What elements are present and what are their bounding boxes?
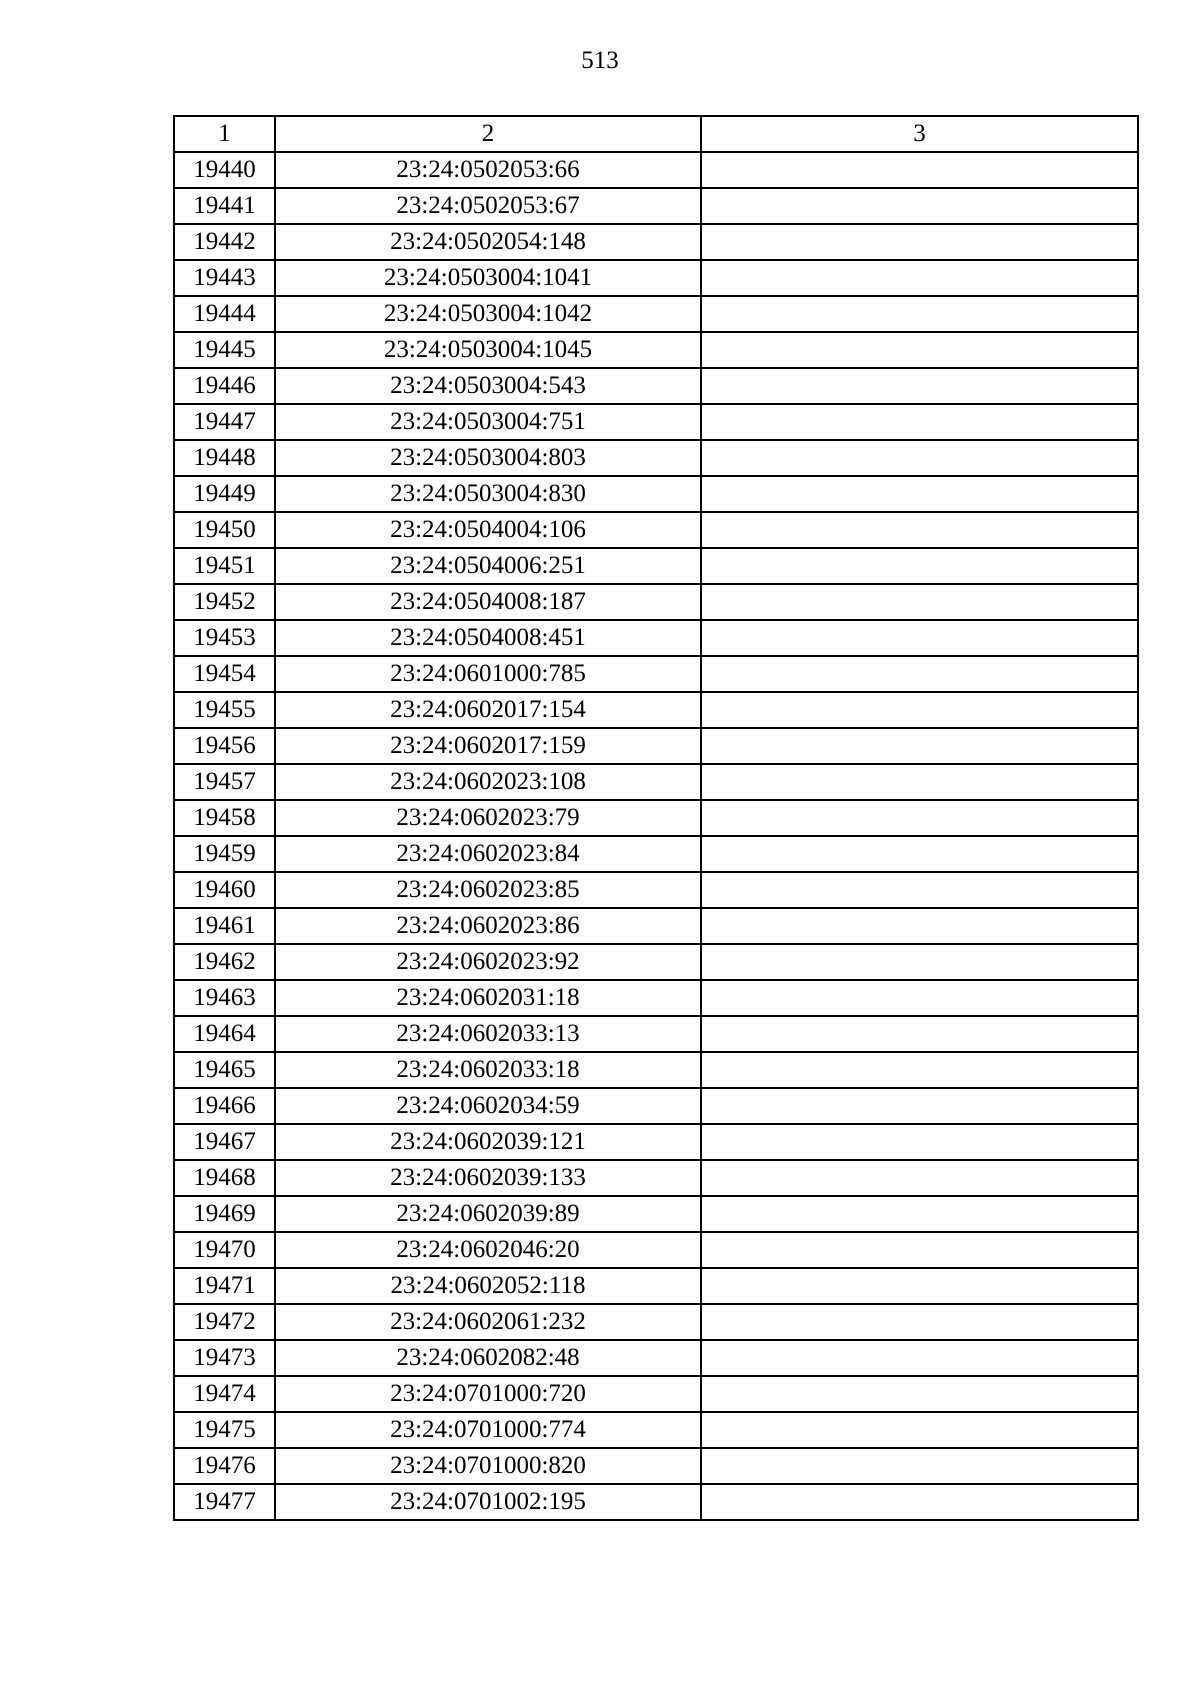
table-row: [174, 980, 1138, 1016]
row-number-cell: 19452: [174, 584, 275, 620]
note-cell: [701, 728, 1138, 764]
note-cell: [701, 1088, 1138, 1124]
cadastral-number-cell: 23:24:0602061:232: [275, 1304, 701, 1340]
cadastral-number-cell: 23:24:0502054:148: [275, 224, 701, 260]
row-number-cell: 19443: [174, 260, 275, 296]
row-number-cell: 19446: [174, 368, 275, 404]
row-number-cell: 19442: [174, 224, 275, 260]
row-number-cell: 19453: [174, 620, 275, 656]
cadastral-number-cell: 23:24:0503004:830: [275, 476, 701, 512]
table-row: [174, 260, 1138, 296]
row-number-cell: 19460: [174, 872, 275, 908]
cadastral-number-cell: 23:24:0602023:92: [275, 944, 701, 980]
row-number-cell: 19468: [174, 1160, 275, 1196]
row-number-cell: 19463: [174, 980, 275, 1016]
cadastral-number-cell: 23:24:0602039:121: [275, 1124, 701, 1160]
cadastral-number-cell: 23:24:0602023:79: [275, 800, 701, 836]
table-row: [174, 1448, 1138, 1484]
cadastral-number-cell: 23:24:0601000:785: [275, 656, 701, 692]
note-cell: [701, 584, 1138, 620]
note-cell: [701, 404, 1138, 440]
table-row: [174, 1196, 1138, 1232]
row-number-cell: 19458: [174, 800, 275, 836]
cadastral-number-cell: 23:24:0602023:86: [275, 908, 701, 944]
note-cell: [701, 944, 1138, 980]
table-row: [174, 332, 1138, 368]
cadastral-number-cell: 23:24:0504008:451: [275, 620, 701, 656]
table-row: [174, 1124, 1138, 1160]
table-row: [174, 1484, 1138, 1520]
cadastral-number-cell: 23:24:0502053:67: [275, 188, 701, 224]
note-cell: [701, 368, 1138, 404]
cadastral-number-cell: 23:24:0503004:1042: [275, 296, 701, 332]
cadastral-number-cell: 23:24:0602031:18: [275, 980, 701, 1016]
note-cell: [701, 620, 1138, 656]
table-row: [174, 944, 1138, 980]
note-cell: [701, 296, 1138, 332]
row-number-cell: 19457: [174, 764, 275, 800]
table-row: [174, 404, 1138, 440]
cadastral-number-cell: 23:24:0503004:543: [275, 368, 701, 404]
cadastral-number-cell: 23:24:0701000:820: [275, 1448, 701, 1484]
note-cell: [701, 1268, 1138, 1304]
cadastral-number-cell: 23:24:0602023:85: [275, 872, 701, 908]
row-number-cell: 19441: [174, 188, 275, 224]
table-row: [174, 1412, 1138, 1448]
note-cell: [701, 656, 1138, 692]
row-number-cell: 19475: [174, 1412, 275, 1448]
note-cell: [701, 692, 1138, 728]
note-cell: [701, 1160, 1138, 1196]
row-number-cell: 19467: [174, 1124, 275, 1160]
cadastral-number-cell: 23:24:0504004:106: [275, 512, 701, 548]
row-number-cell: 19445: [174, 332, 275, 368]
header-cell-3: 3: [701, 116, 1138, 152]
row-number-cell: 19459: [174, 836, 275, 872]
cadastral-number-cell: 23:24:0602052:118: [275, 1268, 701, 1304]
table-row: [174, 692, 1138, 728]
table-row: [174, 728, 1138, 764]
row-number-cell: 19462: [174, 944, 275, 980]
cadastral-number-cell: 23:24:0701002:195: [275, 1484, 701, 1520]
page-number: 513: [581, 47, 619, 74]
cadastral-number-cell: 23:24:0602082:48: [275, 1340, 701, 1376]
row-number-cell: 19461: [174, 908, 275, 944]
row-number-cell: 19465: [174, 1052, 275, 1088]
row-number-cell: 19440: [174, 152, 275, 188]
note-cell: [701, 872, 1138, 908]
note-cell: [701, 224, 1138, 260]
row-number-cell: 19451: [174, 548, 275, 584]
table-row: [174, 1016, 1138, 1052]
cadastral-number-cell: 23:24:0503004:751: [275, 404, 701, 440]
row-number-cell: 19448: [174, 440, 275, 476]
cadastral-number-cell: 23:24:0503004:1045: [275, 332, 701, 368]
note-cell: [701, 548, 1138, 584]
table-row: [174, 1052, 1138, 1088]
note-cell: [701, 836, 1138, 872]
cadastral-number-cell: 23:24:0701000:720: [275, 1376, 701, 1412]
row-number-cell: 19455: [174, 692, 275, 728]
table-row: [174, 656, 1138, 692]
note-cell: [701, 1232, 1138, 1268]
row-number-cell: 19474: [174, 1376, 275, 1412]
row-number-cell: 19471: [174, 1268, 275, 1304]
row-number-cell: 19473: [174, 1340, 275, 1376]
cadastral-number-cell: 23:24:0602034:59: [275, 1088, 701, 1124]
note-cell: [701, 1340, 1138, 1376]
note-cell: [701, 764, 1138, 800]
cadastral-number-cell: 23:24:0502053:66: [275, 152, 701, 188]
table-row: [174, 764, 1138, 800]
row-number-cell: 19466: [174, 1088, 275, 1124]
table-row: [174, 476, 1138, 512]
row-number-cell: 19444: [174, 296, 275, 332]
cadastral-number-cell: 23:24:0602017:154: [275, 692, 701, 728]
table-row: [174, 224, 1138, 260]
note-cell: [701, 1304, 1138, 1340]
note-cell: [701, 332, 1138, 368]
table-row: [174, 1232, 1138, 1268]
note-cell: [701, 908, 1138, 944]
cadastral-number-cell: 23:24:0503004:1041: [275, 260, 701, 296]
row-number-cell: 19454: [174, 656, 275, 692]
note-cell: [701, 980, 1138, 1016]
cadastral-number-cell: 23:24:0504006:251: [275, 548, 701, 584]
header-cell-1: 1: [174, 116, 275, 152]
cadastral-number-cell: 23:24:0602017:159: [275, 728, 701, 764]
note-cell: [701, 1124, 1138, 1160]
table-row: [174, 872, 1138, 908]
table-row: [174, 296, 1138, 332]
table-row: [174, 512, 1138, 548]
cadastral-number-cell: 23:24:0602023:84: [275, 836, 701, 872]
table-header-row: [174, 116, 1138, 152]
table-row: [174, 548, 1138, 584]
note-cell: [701, 1196, 1138, 1232]
row-number-cell: 19477: [174, 1484, 275, 1520]
cadastral-number-cell: 23:24:0602033:18: [275, 1052, 701, 1088]
note-cell: [701, 152, 1138, 188]
row-number-cell: 19447: [174, 404, 275, 440]
table-row: [174, 836, 1138, 872]
cadastral-number-cell: 23:24:0503004:803: [275, 440, 701, 476]
row-number-cell: 19456: [174, 728, 275, 764]
note-cell: [701, 800, 1138, 836]
cadastral-number-cell: 23:24:0504008:187: [275, 584, 701, 620]
note-cell: [701, 476, 1138, 512]
row-number-cell: 19464: [174, 1016, 275, 1052]
note-cell: [701, 1016, 1138, 1052]
row-number-cell: 19472: [174, 1304, 275, 1340]
note-cell: [701, 1412, 1138, 1448]
table-row: [174, 800, 1138, 836]
note-cell: [701, 440, 1138, 476]
table-row: [174, 1340, 1138, 1376]
table-row: [174, 1268, 1138, 1304]
note-cell: [701, 1052, 1138, 1088]
row-number-cell: 19476: [174, 1448, 275, 1484]
cadastral-number-cell: 23:24:0602046:20: [275, 1232, 701, 1268]
row-number-cell: 19450: [174, 512, 275, 548]
table-row: [174, 1304, 1138, 1340]
note-cell: [701, 512, 1138, 548]
note-cell: [701, 1448, 1138, 1484]
cadastral-number-cell: 23:24:0701000:774: [275, 1412, 701, 1448]
table-row: [174, 152, 1138, 188]
table-row: [174, 908, 1138, 944]
table-row: [174, 188, 1138, 224]
row-number-cell: 19469: [174, 1196, 275, 1232]
table-row: [174, 1160, 1138, 1196]
cadastral-number-cell: 23:24:0602023:108: [275, 764, 701, 800]
note-cell: [701, 188, 1138, 224]
note-cell: [701, 1376, 1138, 1412]
cadastral-number-cell: 23:24:0602039:133: [275, 1160, 701, 1196]
table-row: [174, 620, 1138, 656]
row-number-cell: 19470: [174, 1232, 275, 1268]
note-cell: [701, 260, 1138, 296]
cadastral-number-cell: 23:24:0602039:89: [275, 1196, 701, 1232]
table-row: [174, 584, 1138, 620]
note-cell: [701, 1484, 1138, 1520]
header-cell-2: 2: [275, 116, 701, 152]
table-row: [174, 368, 1138, 404]
table-row: [174, 440, 1138, 476]
row-number-cell: 19449: [174, 476, 275, 512]
table-row: [174, 1088, 1138, 1124]
cadastral-number-cell: 23:24:0602033:13: [275, 1016, 701, 1052]
table-body: [174, 116, 1138, 1520]
registry-table: [173, 115, 1139, 1521]
table-row: [174, 1376, 1138, 1412]
